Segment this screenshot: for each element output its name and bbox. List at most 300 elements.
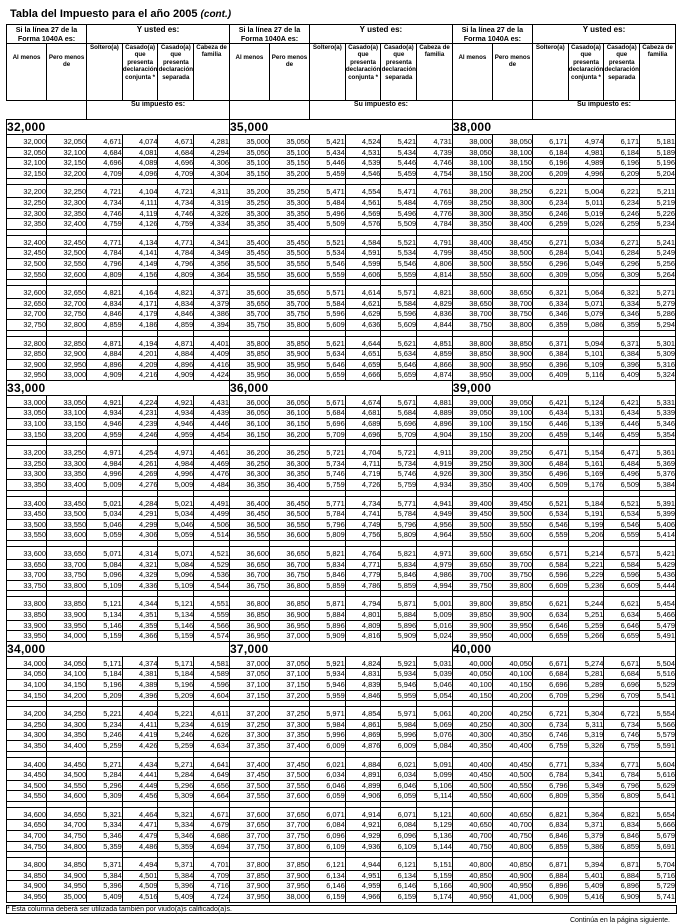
table-cell: 4,971	[158, 446, 194, 459]
table-cell: 34,200	[7, 707, 47, 720]
table-cell: 5,796	[310, 519, 346, 530]
col-single: Soltero(a)	[532, 44, 568, 101]
table-cell: 4,179	[122, 309, 158, 320]
table-cell: 4,431	[194, 395, 230, 408]
table-cell: 4,884	[345, 757, 381, 770]
table-cell: 5,364	[568, 807, 604, 820]
table-cell: 32,800	[7, 336, 47, 349]
table-cell: 4,341	[194, 235, 230, 248]
table-cell: 6,221	[604, 185, 640, 198]
table-cell: 5,634	[310, 349, 346, 360]
table-cell: 32,900	[47, 349, 87, 360]
table-cell: 34,050	[7, 669, 47, 680]
table-cell: 32,700	[47, 298, 87, 309]
table-cell: 4,959	[87, 429, 123, 440]
table-cell: 4,754	[417, 168, 453, 179]
table-cell: 5,671	[310, 395, 346, 408]
table-cell: 32,450	[47, 235, 87, 248]
table-cell: 33,450	[7, 509, 47, 520]
table-cell: 39,100	[452, 419, 492, 430]
table-cell: 39,450	[492, 496, 532, 509]
table-cell: 35,350	[269, 208, 309, 219]
table-cell: 6,159	[381, 892, 417, 903]
table-cell: 4,261	[122, 458, 158, 469]
table-cell: 36,000	[269, 370, 309, 381]
table-cell: 37,700	[269, 820, 309, 831]
table-cell: 40,400	[452, 757, 492, 770]
table-cell: 35,650	[269, 286, 309, 299]
table-cell: 33,300	[7, 469, 47, 480]
table-cell: 34,000	[7, 656, 47, 669]
table-cell: 5,221	[158, 707, 194, 720]
table-cell: 5,746	[310, 469, 346, 480]
table-cell: 5,729	[640, 881, 676, 892]
table-cell: 34,950	[7, 892, 47, 903]
table-cell: 5,971	[381, 707, 417, 720]
table-cell: 5,534	[310, 248, 346, 259]
table-cell: 4,111	[122, 197, 158, 208]
table-cell: 4,741	[345, 509, 381, 520]
table-cell: 35,150	[229, 168, 269, 179]
table-cell: 33,400	[47, 480, 87, 491]
table-cell: 6,509	[532, 480, 568, 491]
table-cell: 4,974	[568, 135, 604, 148]
table-cell: 37,400	[229, 757, 269, 770]
table-cell: 5,679	[640, 831, 676, 842]
table-cell: 38,500	[452, 258, 492, 269]
table-cell: 34,900	[47, 870, 87, 881]
table-cell: 5,471	[381, 185, 417, 198]
table-cell: 40,850	[452, 870, 492, 881]
table-cell: 37,100	[229, 679, 269, 690]
table-cell: 4,379	[194, 298, 230, 309]
table-cell: 5,809	[310, 530, 346, 541]
table-cell: 6,284	[604, 248, 640, 259]
table-cell: 6,534	[604, 509, 640, 520]
table-cell: 35,300	[269, 197, 309, 208]
table-cell: 6,646	[604, 620, 640, 631]
table-cell: 5,421	[310, 135, 346, 148]
table-cell: 5,086	[568, 319, 604, 330]
table-cell: 5,446	[381, 158, 417, 169]
table-cell: 5,284	[158, 770, 194, 781]
table-cell: 34,000	[47, 631, 87, 642]
table-cell: 5,371	[568, 820, 604, 831]
table-cell: 38,300	[452, 208, 492, 219]
group-caption: 34,000	[7, 641, 230, 656]
table-cell: 4,096	[122, 168, 158, 179]
table-cell: 5,934	[381, 669, 417, 680]
table-cell: 38,250	[492, 185, 532, 198]
table-cell: 4,081	[122, 147, 158, 158]
table-row	[7, 719, 676, 730]
table-cell: 4,896	[87, 359, 123, 370]
table-cell: 6,084	[381, 820, 417, 831]
table-cell: 6,146	[381, 881, 417, 892]
table-cell: 38,100	[492, 147, 532, 158]
table-cell: 4,861	[345, 719, 381, 730]
table-cell: 39,350	[452, 480, 492, 491]
table-cell: 6,246	[604, 208, 640, 219]
table-cell: 38,250	[452, 197, 492, 208]
table-row	[7, 168, 676, 179]
table-cell: 39,800	[452, 597, 492, 610]
table-cell: 4,604	[194, 690, 230, 701]
table-cell: 4,344	[122, 597, 158, 610]
group-caption: 35,000	[229, 120, 452, 135]
table-cell: 6,821	[604, 807, 640, 820]
table-cell: 40,600	[452, 807, 492, 820]
table-cell: 6,671	[604, 656, 640, 669]
table-cell: 6,559	[532, 530, 568, 541]
table-cell: 4,509	[122, 881, 158, 892]
table-cell: 5,206	[568, 530, 604, 541]
group-caption: 33,000	[7, 380, 230, 395]
table-cell: 5,309	[640, 349, 676, 360]
table-row	[7, 319, 676, 330]
table-cell: 4,469	[194, 458, 230, 469]
table-cell: 6,634	[604, 609, 640, 620]
table-cell: 5,621	[310, 336, 346, 349]
table-cell: 6,234	[604, 197, 640, 208]
table-cell: 5,356	[568, 791, 604, 802]
table-cell: 4,934	[158, 408, 194, 419]
table-cell: 4,771	[345, 559, 381, 570]
table-cell: 4,141	[122, 248, 158, 259]
table-row	[7, 631, 676, 642]
table-cell: 4,224	[122, 395, 158, 408]
table-cell: 4,299	[122, 519, 158, 530]
table-cell: 32,200	[47, 168, 87, 179]
table-cell: 4,694	[194, 841, 230, 852]
table-cell: 40,100	[452, 679, 492, 690]
table-cell: 40,950	[452, 892, 492, 903]
table-cell: 4,896	[417, 419, 453, 430]
table-cell: 5,046	[158, 519, 194, 530]
table-cell: 5,046	[87, 519, 123, 530]
table-cell: 5,579	[640, 730, 676, 741]
table-cell: 5,059	[158, 530, 194, 541]
table-cell: 40,950	[492, 881, 532, 892]
table-cell: 6,709	[604, 690, 640, 701]
table-cell: 40,900	[492, 870, 532, 881]
table-cell: 4,334	[194, 219, 230, 230]
table-cell: 32,850	[47, 336, 87, 349]
table-cell: 36,300	[229, 469, 269, 480]
table-cell: 5,134	[87, 609, 123, 620]
table-cell: 39,900	[452, 620, 492, 631]
table-cell: 33,700	[47, 559, 87, 570]
table-cell: 33,100	[47, 408, 87, 419]
table-cell: 36,800	[229, 597, 269, 610]
table-cell: 33,650	[7, 559, 47, 570]
table-cell: 34,850	[7, 870, 47, 881]
table-cell: 37,400	[269, 740, 309, 751]
table-cell: 6,021	[310, 757, 346, 770]
table-cell: 6,446	[604, 419, 640, 430]
table-cell: 5,271	[640, 286, 676, 299]
table-cell: 37,250	[269, 707, 309, 720]
table-cell: 36,700	[269, 559, 309, 570]
table-cell: 37,800	[269, 841, 309, 852]
table-cell: 38,750	[452, 319, 492, 330]
table-cell: 5,616	[640, 770, 676, 781]
table-cell: 4,709	[158, 168, 194, 179]
table-cell: 6,859	[532, 841, 568, 852]
table-cell: 38,200	[492, 168, 532, 179]
table-cell: 6,684	[604, 669, 640, 680]
table-cell: 33,150	[7, 429, 47, 440]
table-cell: 5,121	[158, 597, 194, 610]
table-cell: 5,684	[310, 408, 346, 419]
table-cell: 40,250	[452, 719, 492, 730]
table-cell: 5,189	[640, 147, 676, 158]
group-caption-row	[7, 641, 676, 656]
table-cell: 35,000	[229, 135, 269, 148]
table-cell: 4,824	[345, 656, 381, 669]
table-cell: 4,684	[158, 147, 194, 158]
and-you-are-header: Y usted es:	[87, 25, 230, 44]
table-cell: 35,400	[269, 219, 309, 230]
table-cell: 4,816	[345, 631, 381, 642]
table-cell: 4,776	[417, 208, 453, 219]
table-cell: 38,800	[492, 319, 532, 330]
table-row	[7, 892, 676, 903]
table-cell: 4,799	[417, 248, 453, 259]
table-cell: 36,300	[269, 458, 309, 469]
table-cell: 38,700	[492, 298, 532, 309]
table-cell: 5,734	[310, 458, 346, 469]
table-cell: 5,184	[87, 669, 123, 680]
table-row	[7, 881, 676, 892]
table-cell: 5,434	[310, 147, 346, 158]
table-cell: 4,696	[345, 429, 381, 440]
table-cell: 5,459	[310, 168, 346, 179]
table-cell: 32,550	[47, 258, 87, 269]
table-row	[7, 336, 676, 349]
table-cell: 6,534	[532, 509, 568, 520]
table-cell: 5,046	[417, 679, 453, 690]
table-cell: 32,300	[47, 197, 87, 208]
table-cell: 39,200	[452, 446, 492, 459]
table-cell: 6,046	[310, 780, 346, 791]
table-cell: 33,800	[7, 597, 47, 610]
table-cell: 34,700	[7, 831, 47, 842]
table-cell: 32,150	[7, 168, 47, 179]
table-cell: 33,000	[47, 370, 87, 381]
table-cell: 40,700	[452, 831, 492, 842]
table-cell: 32,650	[47, 286, 87, 299]
table-cell: 5,286	[640, 309, 676, 320]
table-cell: 33,200	[47, 429, 87, 440]
table-cell: 5,264	[640, 269, 676, 280]
table-cell: 4,994	[417, 580, 453, 591]
table-cell: 35,050	[269, 135, 309, 148]
table-cell: 5,159	[87, 631, 123, 642]
table-cell: 5,371	[158, 858, 194, 871]
table-row	[7, 679, 676, 690]
table-cell: 36,350	[269, 469, 309, 480]
group-caption-row	[7, 120, 676, 135]
table-cell: 4,986	[417, 570, 453, 581]
table-cell: 5,204	[640, 168, 676, 179]
table-cell: 38,550	[452, 269, 492, 280]
header-row-columns	[7, 44, 676, 101]
table-cell: 5,001	[417, 597, 453, 610]
table-cell: 5,121	[417, 807, 453, 820]
table-cell: 4,784	[417, 219, 453, 230]
table-cell: 4,606	[345, 269, 381, 280]
table-cell: 4,796	[158, 258, 194, 269]
table-cell: 5,759	[310, 480, 346, 491]
table-cell: 4,996	[568, 168, 604, 179]
table-cell: 4,561	[345, 197, 381, 208]
table-cell: 5,784	[310, 509, 346, 520]
table-cell: 32,900	[7, 359, 47, 370]
table-cell: 5,559	[310, 269, 346, 280]
table-cell: 5,671	[381, 395, 417, 408]
table-cell: 6,146	[310, 881, 346, 892]
table-cell: 32,400	[47, 219, 87, 230]
table-cell: 37,500	[229, 780, 269, 791]
table-cell: 5,101	[568, 349, 604, 360]
table-cell: 6,409	[532, 370, 568, 381]
table-cell: 6,096	[310, 831, 346, 842]
table-cell: 37,200	[269, 690, 309, 701]
table-cell: 5,031	[417, 656, 453, 669]
table-cell: 6,059	[381, 791, 417, 802]
table-row	[7, 519, 676, 530]
table-cell: 4,771	[158, 235, 194, 248]
table-cell: 36,550	[269, 519, 309, 530]
table-cell: 4,891	[345, 770, 381, 781]
group-caption: 36,000	[229, 380, 452, 395]
table-cell: 32,600	[7, 286, 47, 299]
table-cell: 4,859	[87, 319, 123, 330]
table-cell: 39,400	[492, 480, 532, 491]
table-cell: 6,396	[604, 359, 640, 370]
table-cell: 4,839	[345, 679, 381, 690]
table-cell: 32,600	[47, 269, 87, 280]
table-cell: 38,900	[452, 359, 492, 370]
table-cell: 32,500	[47, 248, 87, 259]
table-cell: 5,151	[417, 858, 453, 871]
table-cell: 4,319	[194, 197, 230, 208]
table-cell: 5,409	[87, 892, 123, 903]
table-cell: 35,550	[269, 258, 309, 269]
table-cell: 32,550	[7, 269, 47, 280]
table-row	[7, 620, 676, 631]
table-cell: 40,450	[492, 757, 532, 770]
table-cell: 4,374	[122, 656, 158, 669]
table-cell: 6,171	[604, 135, 640, 148]
table-cell: 6,359	[532, 319, 568, 330]
table-cell: 5,421	[640, 547, 676, 560]
table-cell: 33,000	[7, 395, 47, 408]
table-cell: 4,859	[158, 319, 194, 330]
table-cell: 6,134	[381, 870, 417, 881]
table-cell: 39,650	[492, 547, 532, 560]
table-cell: 6,346	[532, 309, 568, 320]
table-cell: 40,700	[492, 820, 532, 831]
table-cell: 6,809	[532, 791, 568, 802]
table-cell: 5,584	[310, 298, 346, 309]
table-cell: 40,000	[452, 656, 492, 669]
table-cell: 33,750	[7, 580, 47, 591]
table-cell: 6,096	[381, 831, 417, 842]
table-cell: 4,476	[194, 469, 230, 480]
table-cell: 4,919	[417, 458, 453, 469]
table-cell: 6,009	[310, 740, 346, 751]
table-row	[7, 298, 676, 309]
table-cell: 34,100	[7, 679, 47, 690]
table-cell: 4,829	[417, 298, 453, 309]
table-cell: 4,806	[417, 258, 453, 269]
table-cell: 32,950	[47, 359, 87, 370]
table-cell: 5,316	[640, 359, 676, 370]
table-cell: 6,909	[532, 892, 568, 903]
table-cell: 4,576	[345, 219, 381, 230]
table-cell: 40,500	[492, 770, 532, 781]
table-cell: 4,544	[194, 580, 230, 591]
table-cell: 4,719	[345, 469, 381, 480]
table-cell: 4,866	[417, 359, 453, 370]
table-cell: 4,456	[122, 791, 158, 802]
table-cell: 6,471	[532, 446, 568, 459]
table-row	[7, 480, 676, 491]
table-row	[7, 841, 676, 852]
table-cell: 39,050	[492, 395, 532, 408]
table-cell: 4,439	[194, 408, 230, 419]
table-cell: 6,071	[381, 807, 417, 820]
table-cell: 39,150	[492, 419, 532, 430]
table-cell: 5,321	[87, 807, 123, 820]
table-cell: 4,446	[194, 419, 230, 430]
col-head-household: Cabeza de familia	[417, 44, 453, 101]
table-cell: 4,704	[345, 446, 381, 459]
table-cell: 4,779	[345, 570, 381, 581]
table-cell: 40,050	[452, 669, 492, 680]
table-cell: 5,049	[568, 258, 604, 269]
table-cell: 36,000	[229, 395, 269, 408]
table-cell: 4,746	[87, 208, 123, 219]
table-cell: 4,909	[158, 370, 194, 381]
table-cell: 6,471	[604, 446, 640, 459]
table-cell: 5,716	[640, 870, 676, 881]
group-caption: 40,000	[452, 641, 675, 656]
table-cell: 4,844	[417, 319, 453, 330]
table-cell: 4,821	[87, 286, 123, 299]
table-cell: 37,900	[229, 881, 269, 892]
table-cell: 5,169	[568, 469, 604, 480]
table-cell: 5,134	[158, 609, 194, 620]
table-cell: 4,949	[417, 509, 453, 520]
table-cell: 4,461	[194, 446, 230, 459]
table-cell: 6,246	[532, 208, 568, 219]
table-cell: 5,041	[568, 248, 604, 259]
page-title-continued: (cont.)	[200, 9, 232, 20]
group-caption: 39,000	[452, 380, 675, 395]
table-cell: 4,739	[417, 147, 453, 158]
table-cell: 32,050	[7, 147, 47, 158]
table-cell: 35,100	[229, 158, 269, 169]
table-cell: 6,321	[604, 286, 640, 299]
table-cell: 4,306	[122, 530, 158, 541]
table-cell: 5,709	[310, 429, 346, 440]
table-cell: 37,050	[229, 669, 269, 680]
table-cell: 6,421	[532, 395, 568, 408]
table-cell: 4,494	[122, 858, 158, 871]
